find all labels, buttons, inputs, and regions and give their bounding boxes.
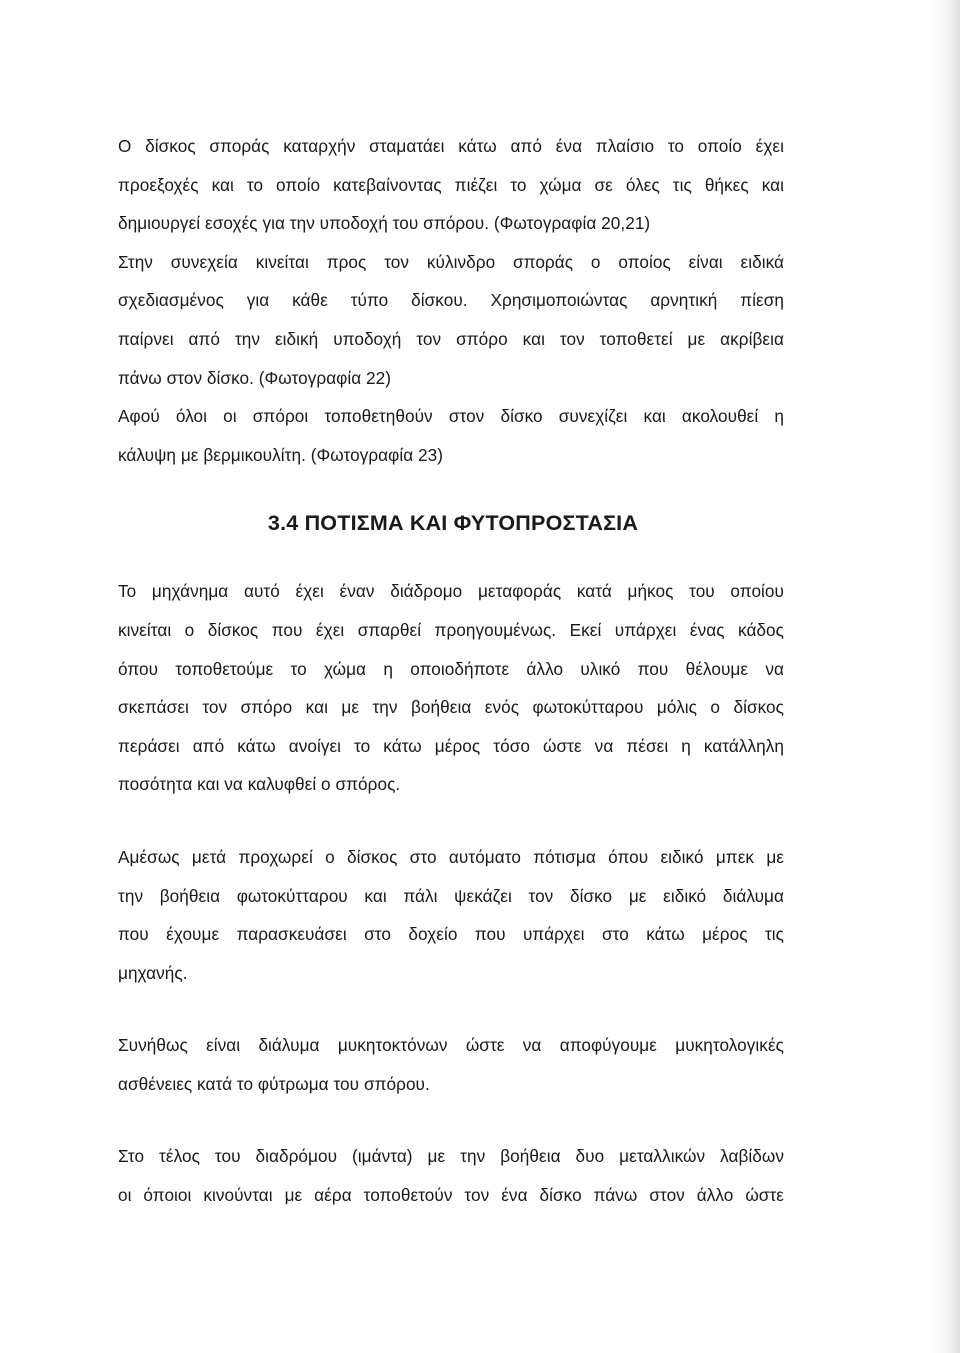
text-line: κάλυψη με βερμικουλίτη. (Φωτογραφία 23) — [118, 444, 444, 465]
text-line: Στο τέλος του διαδρόμου (ιμάντα) με την βοήθεια δυο μεταλλικών λαβίδων — [118, 1146, 784, 1167]
text-line: μηχανής. — [118, 962, 188, 983]
page-content — [118, 127, 784, 1215]
text-line: περάσει από κάτω ανοίγει το κάτω μέρος τόσο ώστε να πέσει η κατάλληλη — [118, 735, 784, 756]
text-line: δημιουργεί εσοχές για την υποδοχή του σπόρου. (Φωτογραφία 20,21) — [118, 213, 651, 234]
paragraph-conveyor — [118, 572, 784, 804]
spacer — [118, 545, 784, 572]
text-line: σκεπάσει τον σπόρο και με την βοήθεια ενός φωτοκύτταρου μόλις ο δίσκος — [118, 697, 784, 718]
text-line: πάνω στον δίσκο. (Φωτογραφία 22) — [118, 367, 392, 388]
section-heading: 3.4 ΠΟΤΙΣΜΑ ΚΑΙ ΦΥΤΟΠΡΟΣΤΑΣΙΑ — [267, 511, 639, 536]
page-edge-shadow — [930, 0, 960, 1353]
text-line: την βοήθεια φωτοκύτταρου και πάλι ψεκάζει τον δίσκο με ειδικό διάλυμα — [118, 885, 784, 906]
section-intro-text — [118, 127, 784, 474]
text-line: σχεδιασμένος για κάθε τύπο δίσκου. Χρησιμοποιώντας αρνητική πίεση — [118, 290, 784, 311]
text-line: που έχουμε παρασκευάσει στο δοχείο που υπάρχει στο κάτω μέρος τις — [118, 924, 784, 945]
text-line: Ο δίσκος σποράς καταρχήν σταματάει κάτω από ένα πλαίσιο το οποίο έχει — [118, 136, 784, 156]
text-line: Αμέσως μετά προχωρεί ο δίσκος στο αυτόματο πότισμα όπου ειδικό μπεκ με — [118, 846, 784, 867]
paragraph-watering — [118, 838, 784, 992]
text-line: οι όποιοι κινούνται με αέρα τοποθετούν τον ένα δίσκο πάνω στον άλλο ώστε — [118, 1185, 784, 1206]
spacer — [118, 474, 784, 501]
spacer — [118, 992, 784, 1026]
spacer — [118, 804, 784, 838]
text-line: κινείται ο δίσκος που έχει σπαρθεί προηγουμένως. Εκεί υπάρχει ένας κάδος — [118, 619, 784, 640]
paragraph-fungicide — [118, 1026, 784, 1103]
text-line: παίρνει από την ειδική υποδοχή τον σπόρο και τον τοποθετεί με ακρίβεια — [118, 328, 784, 349]
spacer — [118, 1103, 784, 1137]
paragraph-stacking — [118, 1137, 784, 1214]
text-line: Αφού όλοι οι σπόροι τοποθετηθούν στον δίσκο συνεχίζει και ακολουθεί η — [118, 406, 784, 427]
text-line: Το μηχάνημα αυτό έχει έναν διάδρομο μεταφοράς κατά μήκος του οποίου — [118, 581, 784, 602]
text-line: Στην συνεχεία κινείται προς τον κύλινδρο σποράς ο οποίος είναι ειδικά — [118, 251, 784, 272]
text-line: ασθένειες κατά το φύτρωμα του σπόρου. — [118, 1073, 430, 1094]
text-line: Συνήθως είναι διάλυμα μυκητοκτόνων ώστε να αποφύγουμε μυκητολογικές — [118, 1035, 784, 1056]
text-line: προεξοχές και το οποίο κατεβαίνοντας πιέζει το χώμα σε όλες τις θήκες και — [118, 174, 784, 195]
text-line: ποσότητα και να καλυφθεί ο σπόρος. — [118, 774, 401, 795]
text-line: όπου τοποθετούμε το χώμα η οποιοδήποτε άλλο υλικό που θέλουμε να — [118, 658, 784, 679]
